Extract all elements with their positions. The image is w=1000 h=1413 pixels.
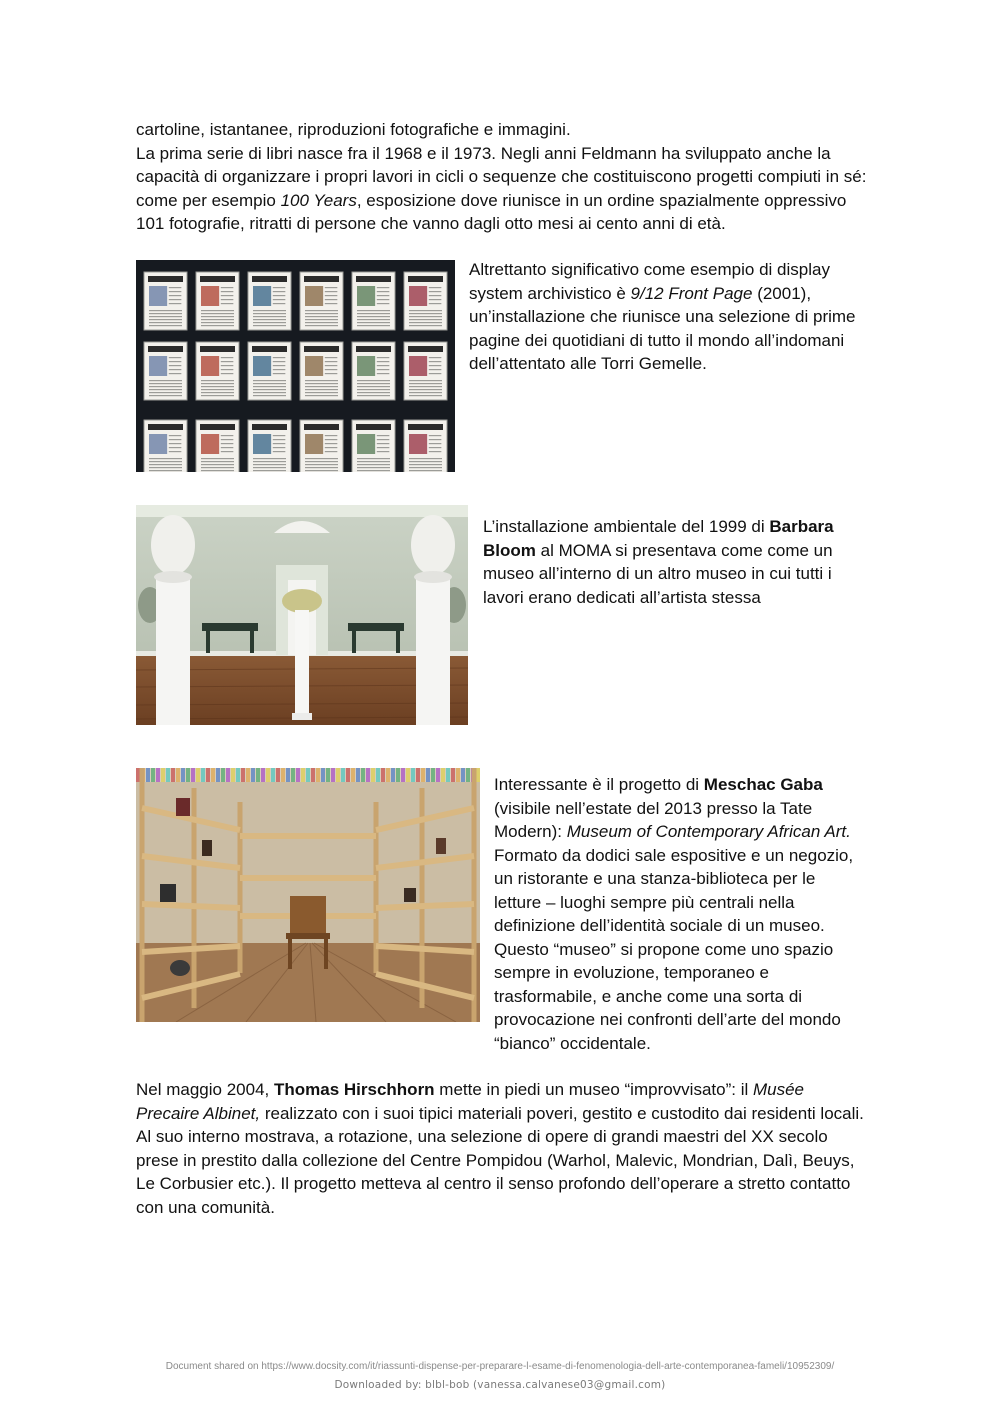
- intro-text: [136, 118, 871, 236]
- museum-room-image: [136, 505, 468, 725]
- section1-text: Altrettanto significativo come esempio di display system archivistico è 9/12 Front Page (2001), un’installazione che riunisce una selezione di prime pagine dei quotidiani di tutto il mondo all’indomani dell’attentato alle Torri Gemelle.: [469, 260, 856, 373]
- intro-paragraph: La prima serie di libri nasce fra il 1968 e il 1973. Negli anni Feldmann ha sviluppato anche la capacità di organizzare i propri lavori in cicli o sequenze che costituiscono progetti compiuti in sé: come per esempio 100 Years, esposizione dove riunisce in un ordine spazialmente oppressivo 101 fotografie, ritratti di persone che vanno dagli otto mesi ai cento anni di età.: [136, 143, 867, 233]
- shelves-room-image: [136, 768, 480, 1022]
- downloaded-by-note: Downloaded by: blbl-bob (vanessa.calvanese03@gmail.com): [334, 1379, 666, 1391]
- document-shared-link[interactable]: Document shared on https://www.docsity.com/it/riassunti-dispense-per-preparare-l-esame-di-fenomenologia-dell-arte-contemporanea-fameli/10952309/: [165, 1361, 835, 1372]
- intro-line: cartoline, istantanee, riproduzioni fotografiche e immagini.: [136, 120, 571, 139]
- section2-text: L’installazione ambientale del 1999 di Barbara Bloom al MOMA si presentava come come un museo all’interno di un altro museo in cui tutti i lavori erano dedicati all’artista stessa: [483, 517, 834, 607]
- front-page-installation-photo: [136, 260, 455, 472]
- newspaper-wall-image: [136, 260, 455, 472]
- section3-text: Interessante è il progetto di Meschac Gaba (visibile nell’estate del 2013 presso la Tate Modern): Museum of Contemporary African Art. Formato da dodici sale espositive e un negozio, un ristorante e una stanza-biblioteca per le letture – luoghi sempre più centrali nella definizione dell’identità sociale di un museo. Questo “museo” si propone come uno spazio sempre in evoluzione, temporaneo e trasformabile, e anche come una sorta di provocazione nei confronti dell’arte del mondo “bianco” occidentale.: [494, 775, 854, 1053]
- section4-text: Nel maggio 2004, Thomas Hirschhorn mette in piedi un museo “improvvisato”: il Musée Precaire Albinet, realizzato con i suoi tipici materiali poveri, gestito e custodito dai residenti locali. Al suo interno mostrava, a rotazione, una selezione di opere di grandi maestri del XX secolo prese in prestito dalla collezione del Centre Pompidou (Warhol, Malevic, Mondrian, Dalì, Beuys, Le Corbusier etc.). Il progetto metteva al centro il senso profondo dell’operare a stretto contatto con una comunità.: [136, 1080, 864, 1217]
- barbara-bloom-installation-photo: [136, 505, 468, 725]
- meschac-gaba-installation-photo: [136, 768, 480, 1022]
